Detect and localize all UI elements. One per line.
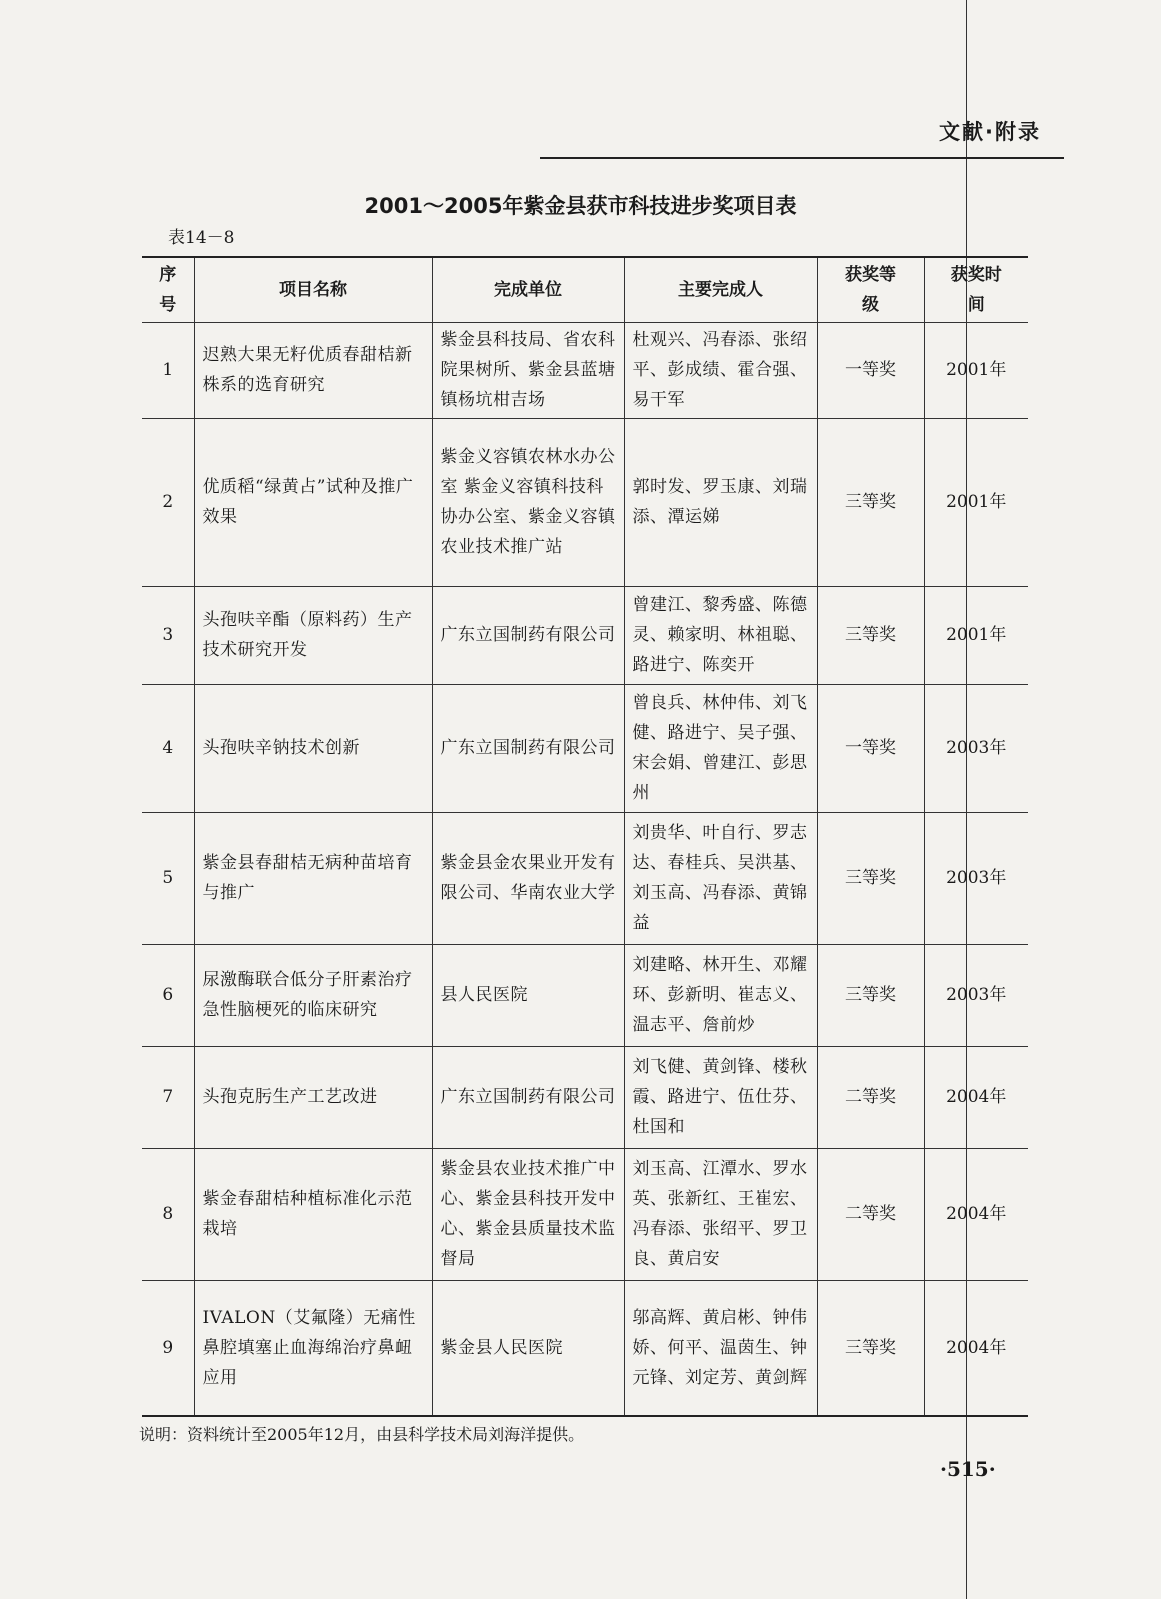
table-row	[142, 684, 1028, 812]
cell-time: 2003年	[924, 944, 1028, 1046]
cell-unit: 紫金县农业技术推广中心、紫金县科技开发中心、紫金县质量技术监督局	[432, 1148, 624, 1280]
cell-no: 1	[142, 322, 194, 418]
cell-level: 三等奖	[817, 944, 924, 1046]
table-title: 2001～2005年紫金县获市科技进步奖项目表	[364, 194, 797, 218]
cell-project-name: 优质稻“绿黄占”试种及推广效果	[194, 418, 432, 586]
col-header-people: 主要完成人	[624, 257, 817, 322]
table-row	[142, 418, 1028, 586]
cell-project-name: 头孢呋辛钠技术创新	[194, 684, 432, 812]
cell-time: 2001年	[924, 586, 1028, 684]
cell-no: 8	[142, 1148, 194, 1280]
table-row	[142, 1148, 1028, 1280]
cell-project-name: 迟熟大果无籽优质春甜桔新株系的选育研究	[194, 322, 432, 418]
page-number: ·515·	[940, 1457, 996, 1481]
cell-people: 刘飞健、黄剑锋、楼秋霞、路进宁、伍仕芬、杜国和	[624, 1046, 817, 1148]
cell-level: 三等奖	[817, 418, 924, 586]
col-header-no: 序号	[142, 257, 194, 322]
col-header-unit: 完成单位	[432, 257, 624, 322]
cell-people: 刘贵华、叶自行、罗志达、春桂兵、吴洪基、刘玉高、冯春添、黄锦益	[624, 812, 817, 944]
table-number: 表14－8	[168, 228, 235, 248]
cell-project-name: IVALON（艾氟隆）无痛性鼻腔填塞止血海绵治疗鼻衄应用	[194, 1280, 432, 1416]
cell-unit: 广东立国制药有限公司	[432, 586, 624, 684]
cell-no: 3	[142, 586, 194, 684]
cell-level: 三等奖	[817, 586, 924, 684]
cell-no: 6	[142, 944, 194, 1046]
cell-people: 郭时发、罗玉康、刘瑞添、潭运娣	[624, 418, 817, 586]
cell-project-name: 尿激酶联合低分子肝素治疗急性脑梗死的临床研究	[194, 944, 432, 1046]
table-row	[142, 322, 1028, 418]
cell-unit: 广东立国制药有限公司	[432, 684, 624, 812]
table-row	[142, 944, 1028, 1046]
cell-level: 二等奖	[817, 1148, 924, 1280]
cell-time: 2004年	[924, 1046, 1028, 1148]
col-header-time: 获奖时间	[924, 257, 1028, 322]
cell-unit: 广东立国制药有限公司	[432, 1046, 624, 1148]
cell-unit: 县人民医院	[432, 944, 624, 1046]
cell-project-name: 紫金春甜桔种植标准化示范栽培	[194, 1148, 432, 1280]
cell-time: 2003年	[924, 684, 1028, 812]
cell-no: 9	[142, 1280, 194, 1416]
cell-people: 曾良兵、林仲伟、刘飞健、路进宁、吴子强、宋会娟、曾建江、彭思州	[624, 684, 817, 812]
cell-no: 4	[142, 684, 194, 812]
cell-people: 曾建江、黎秀盛、陈德灵、赖家明、林祖聪、路进宁、陈奕开	[624, 586, 817, 684]
cell-project-name: 头孢克肟生产工艺改进	[194, 1046, 432, 1148]
cell-level: 一等奖	[817, 684, 924, 812]
table-header-row	[142, 257, 1028, 322]
cell-level: 一等奖	[817, 322, 924, 418]
cell-time: 2004年	[924, 1280, 1028, 1416]
cell-unit: 紫金义容镇农林水办公室 紫金义容镇科技科协办公室、紫金义容镇农业技术推广站	[432, 418, 624, 586]
cell-time: 2004年	[924, 1148, 1028, 1280]
cell-unit: 紫金县金农果业开发有限公司、华南农业大学	[432, 812, 624, 944]
cell-unit: 紫金县人民医院	[432, 1280, 624, 1416]
table-row	[142, 586, 1028, 684]
cell-time: 2003年	[924, 812, 1028, 944]
cell-project-name: 头孢呋辛酯（原料药）生产技术研究开发	[194, 586, 432, 684]
cell-level: 三等奖	[817, 812, 924, 944]
cell-people: 刘玉高、江潭水、罗水英、张新红、王崔宏、冯春添、张绍平、罗卫良、黄启安	[624, 1148, 817, 1280]
cell-project-name: 紫金县春甜桔无病种苗培育与推广	[194, 812, 432, 944]
table-note: 说明：资料统计至2005年12月，由县科学技术局刘海洋提供。	[139, 1425, 585, 1444]
cell-unit: 紫金县科技局、省农科院果树所、紫金县蓝塘镇杨坑柑吉场	[432, 322, 624, 418]
cell-no: 7	[142, 1046, 194, 1148]
cell-people: 刘建略、林开生、邓耀环、彭新明、崔志义、温志平、詹前炒	[624, 944, 817, 1046]
cell-level: 二等奖	[817, 1046, 924, 1148]
header-rule	[540, 157, 1064, 159]
table-row	[142, 1046, 1028, 1148]
cell-no: 5	[142, 812, 194, 944]
cell-no: 2	[142, 418, 194, 586]
cell-time: 2001年	[924, 418, 1028, 586]
col-header-name: 项目名称	[194, 257, 432, 322]
cell-level: 三等奖	[817, 1280, 924, 1416]
table-row	[142, 812, 1028, 944]
table-row	[142, 1280, 1028, 1416]
col-header-level: 获奖等级	[817, 257, 924, 322]
cell-people: 邬高辉、黄启彬、钟伟娇、何平、温茵生、钟元锋、刘定芳、黄剑辉	[624, 1280, 817, 1416]
running-head: 文献·附录	[939, 120, 1041, 144]
award-table	[142, 256, 1028, 1417]
cell-people: 杜观兴、冯春添、张绍平、彭成绩、霍合强、易干军	[624, 322, 817, 418]
cell-time: 2001年	[924, 322, 1028, 418]
